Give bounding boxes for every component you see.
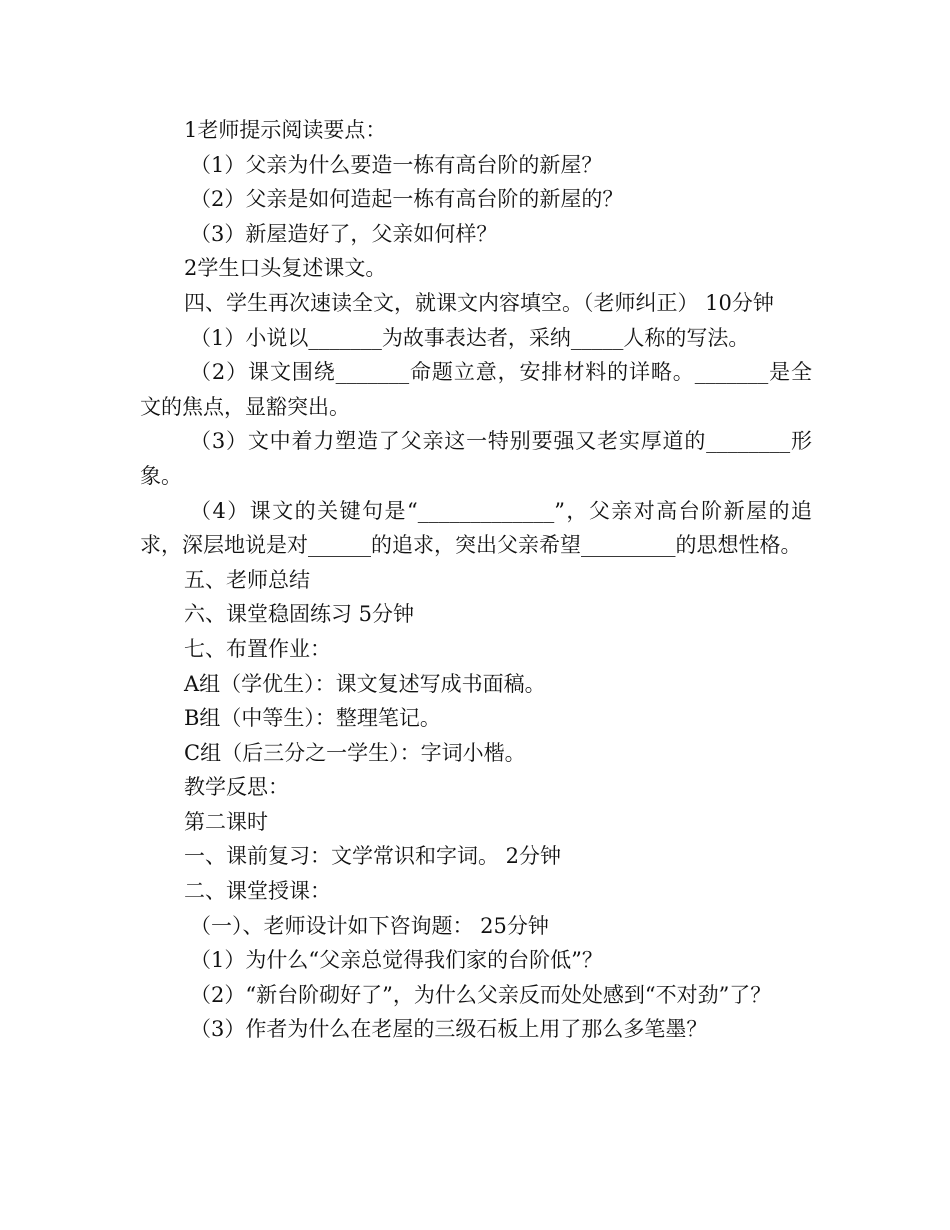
text-line: 四、学生再次速读全文，就课文内容填空。（老师纠正） 10分钟	[184, 290, 774, 315]
text-line: 七、布置作业：	[184, 636, 331, 661]
text-line: （1）父亲为什么要造一栋有高台阶的新屋？	[190, 152, 603, 177]
text-line: 2学生口头复述课文。	[184, 256, 387, 281]
text-line: （1）小说以_______为故事表达者，采纳_____人称的写法。	[190, 325, 750, 350]
text-paragraph: （3）文中着力塑造了父亲这一特别要强又老实厚道的________形象。	[140, 429, 812, 488]
text-line: 五、老师总结	[184, 567, 310, 592]
text-line: 教学反思：	[184, 775, 289, 800]
text-line: A组（学优生）：课文复述写成书面稿。	[184, 671, 546, 696]
text-line: （3）作者为什么在老屋的三级石板上用了那么多笔墨？	[190, 1017, 708, 1042]
text-paragraph: （4）课文的关键句是“_____________”，父亲对高台阶新屋的追求，深层地说是对______的追求，突出父亲希望_________的思想性格。	[140, 498, 812, 558]
text-line: （3）新屋造好了，父亲如何样？	[190, 221, 498, 246]
text-line: B组（中等生）：整理笔记。	[184, 706, 441, 731]
section-heading: 第二课时	[184, 809, 268, 834]
text-line: （1）为什么“父亲总觉得我们家的台阶低”？	[190, 948, 603, 973]
text-line: （2）“新台阶砌好了”，为什么父亲反而处处感到“不对劲”了？	[190, 982, 772, 1007]
text-line: 1老师提示阅读要点：	[184, 118, 387, 142]
document-body	[140, 113, 812, 1047]
text-line: 一、课前复习：文学常识和字词。 2分钟	[184, 844, 562, 869]
text-line: （一）、老师设计如下咨询题： 25分钟	[190, 913, 549, 938]
text-line: C组（后三分之一学生）：字词小楷。	[184, 740, 526, 765]
text-line: （2）父亲是如何造起一栋有高台阶的新屋的？	[190, 187, 624, 212]
text-line: 二、课堂授课：	[184, 879, 331, 904]
text-line: 六、课堂稳固练习 5分钟	[184, 602, 415, 627]
text-paragraph: （2）课文围绕_______命题立意，安排材料的详略。_______是全文的焦点，显豁突出。	[140, 360, 812, 419]
